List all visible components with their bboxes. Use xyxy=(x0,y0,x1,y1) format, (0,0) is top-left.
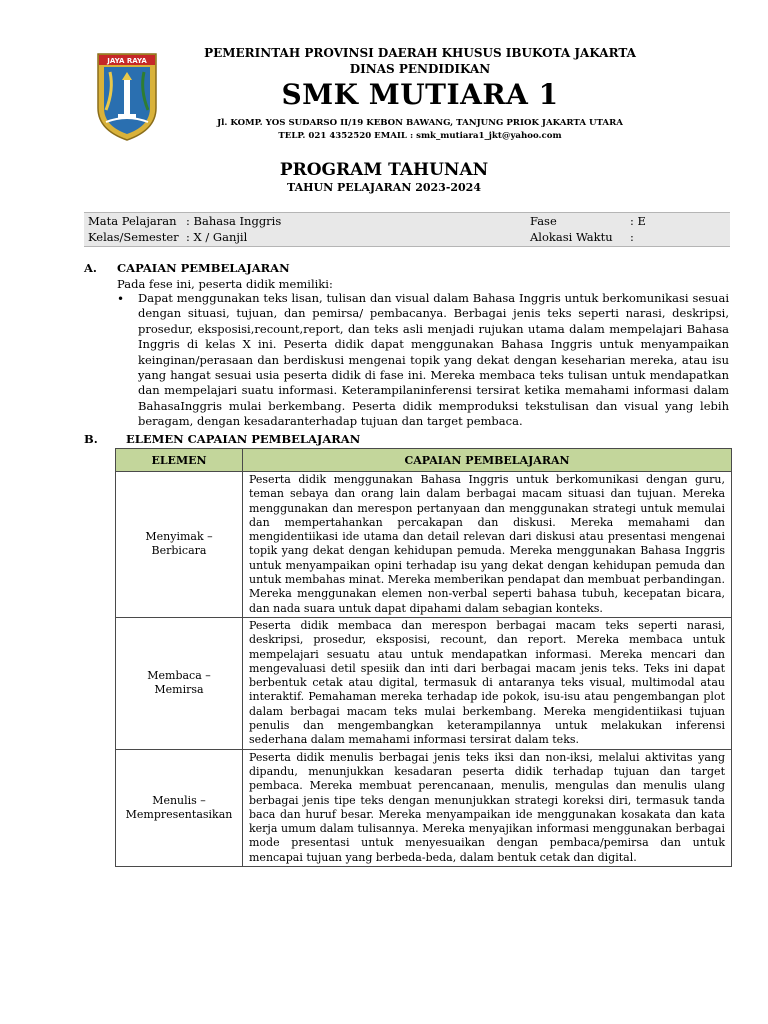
school-contact: TELP. 021 4352520 EMAIL : smk_mutiara1_jkt@yahoo.com xyxy=(278,131,562,141)
subject-value: : Bahasa Inggris xyxy=(186,214,282,228)
government-name: PEMERINTAH PROVINSI DAERAH KHUSUS IBUKOTA JAKARTA xyxy=(204,46,636,60)
jakarta-coat-of-arms-logo xyxy=(94,50,160,142)
school-address: Jl. KOMP. YOS SUDARSO II/19 KEBON BAWANG, TANJUNG PRIOK JAKARTA UTARA xyxy=(217,118,623,128)
element-column-header: ELEMEN xyxy=(116,449,243,472)
table-row xyxy=(116,749,732,866)
class-semester-label: Kelas/Semester xyxy=(88,230,179,244)
element-description: Peserta didik membaca dan merespon berbagai macam teks seperti narasi, deskripsi, prosedur, eksposisi, recount, dan report. Mereka membaca untuk mempelajari sesuatu atau untuk mendapatkan informasi. Mereka mencari dan mengevaluasi detil spesiik dan inti dari berbagai macam jenis teks. Teks ini dapat berbentuk cetak atau digital, termasuk di antaranya teks visual, multimodal atau interaktif. Pemahaman mereka terhadap ide pokok, isu-isu atau pengembangan plot dalam berbagai macam teks mulai berkembang. Mereka mengidentiikasi tujuan penulis dan mengembangkan keterampilannya untuk melakukan inferensi sederhana dalam memahami informasi tersirat dalam teks. xyxy=(243,617,732,749)
element-name: Membaca – Memirsa xyxy=(116,617,243,749)
learning-elements-table xyxy=(115,448,732,867)
subject-label: Mata Pelajaran xyxy=(88,214,177,228)
bullet-icon: • xyxy=(117,292,125,306)
table-header-row xyxy=(116,449,732,472)
svg-text:JAYA RAYA: JAYA RAYA xyxy=(107,57,147,65)
section-b-letter: B. xyxy=(84,432,98,446)
element-name: Menyimak – Berbicara xyxy=(116,472,243,618)
table-row xyxy=(116,617,732,749)
element-description: Peserta didik menulis berbagai jenis teks iksi dan non-iksi, melalui aktivitas yang dipandu, menunjukkan kesadaran peserta didik terhadap tujuan dan target pembaca. Mereka membuat perencanaan, menulis, mengulas dan menulis ulang berbagai jenis tipe teks dengan menunjukkan strategi koreksi diri, termasuk tanda baca dan huruf besar. Mereka menyampaikan ide menggunakan kosakata dan kata kerja umum dalam tulisannya. Mereka menyajikan informasi menggunakan berbagai mode presentasi untuk menyesuaikan dengan pembaca/pemirsa dan untuk mencapai tujuan yang berbeda-beda, dalam bentuk cetak dan digital. xyxy=(243,749,732,866)
section-a-intro: Pada fese ini, peserta didik memiliki: xyxy=(117,277,333,291)
document-subtitle: TAHUN PELAJARAN 2023-2024 xyxy=(286,181,481,194)
time-allocation-label: Alokasi Waktu xyxy=(530,230,613,244)
document-title: PROGRAM TAHUNAN xyxy=(279,160,489,180)
subject-info-block xyxy=(84,212,730,247)
section-a-letter: A. xyxy=(84,261,97,275)
letterhead xyxy=(0,0,768,150)
section-a-title: CAPAIAN PEMBELAJARAN xyxy=(117,261,290,275)
outcome-column-header: CAPAIAN PEMBELAJARAN xyxy=(243,449,732,472)
class-semester-value: : X / Ganjil xyxy=(186,230,248,244)
table-row xyxy=(116,472,732,618)
phase-label: Fase xyxy=(530,214,557,228)
time-allocation-value: : xyxy=(630,230,634,244)
phase-value: : E xyxy=(630,214,646,228)
department-name: DINAS PENDIDIKAN xyxy=(349,62,491,76)
school-name: SMK MUTIARA 1 xyxy=(281,78,559,111)
learning-outcome-paragraph: Dapat menggunakan teks lisan, tulisan dan visual dalam Bahasa Inggris untuk berkomunikasi sesuai dengan situasi, tujuan, dan pemirsa/ pembacanya. Berbagai jenis teks seperti narasi, deskripsi, prosedur, eksposisi,recount,report, dan teks asli menjadi rujukan utama dalam mempelajari Bahasa Inggris di kelas X ini. Peserta didik dapat menggunakan Bahasa Inggris untuk menyampaikan keinginan/perasaan dan berdiskusi mengenai topik yang dekat dengan keseharian mereka, atau isu yang hangat sesuai usia peserta didik di fase ini. Mereka membaca teks tulisan untuk mendapatkan dan mempelajari suatu informasi. Keterampilaninferensi tersirat ketika memahami informasi dalam BahasaInggris mulai berkembang. Peserta didik memproduksi tekstulisan dan visual yang lebih beragam, dengan kesadaranterhadap tujuan dan target pembaca. xyxy=(138,291,729,429)
section-b-title: ELEMEN CAPAIAN PEMBELAJARAN xyxy=(126,432,361,446)
element-name: Menulis – Mempresentasikan xyxy=(116,749,243,866)
element-description: Peserta didik menggunakan Bahasa Inggris untuk berkomunikasi dengan guru, teman sebaya dan orang lain dalam berbagai macam situasi dan tujuan. Mereka menggunakan dan merespon pertanyaan dan menggunakan strategi untuk memulai dan mempertahankan percakapan dan diskusi. Mereka memahami dan mengidentiikasi ide utama dan detail relevan dari diskusi atau presentasi mengenai topik yang dekat dengan kehidupan pemuda. Mereka menggunakan Bahasa Inggris untuk menyampaikan opini terhadap isu yang dekat dengan kehidupan pemuda dan untuk membahas minat. Mereka memberikan pendapat dan membuat perbandingan. Mereka menggunakan elemen non-verbal seperti bahasa tubuh, kecepatan bicara, dan nada suara untuk dapat dipahami dalam sebagian konteks. xyxy=(243,472,732,618)
